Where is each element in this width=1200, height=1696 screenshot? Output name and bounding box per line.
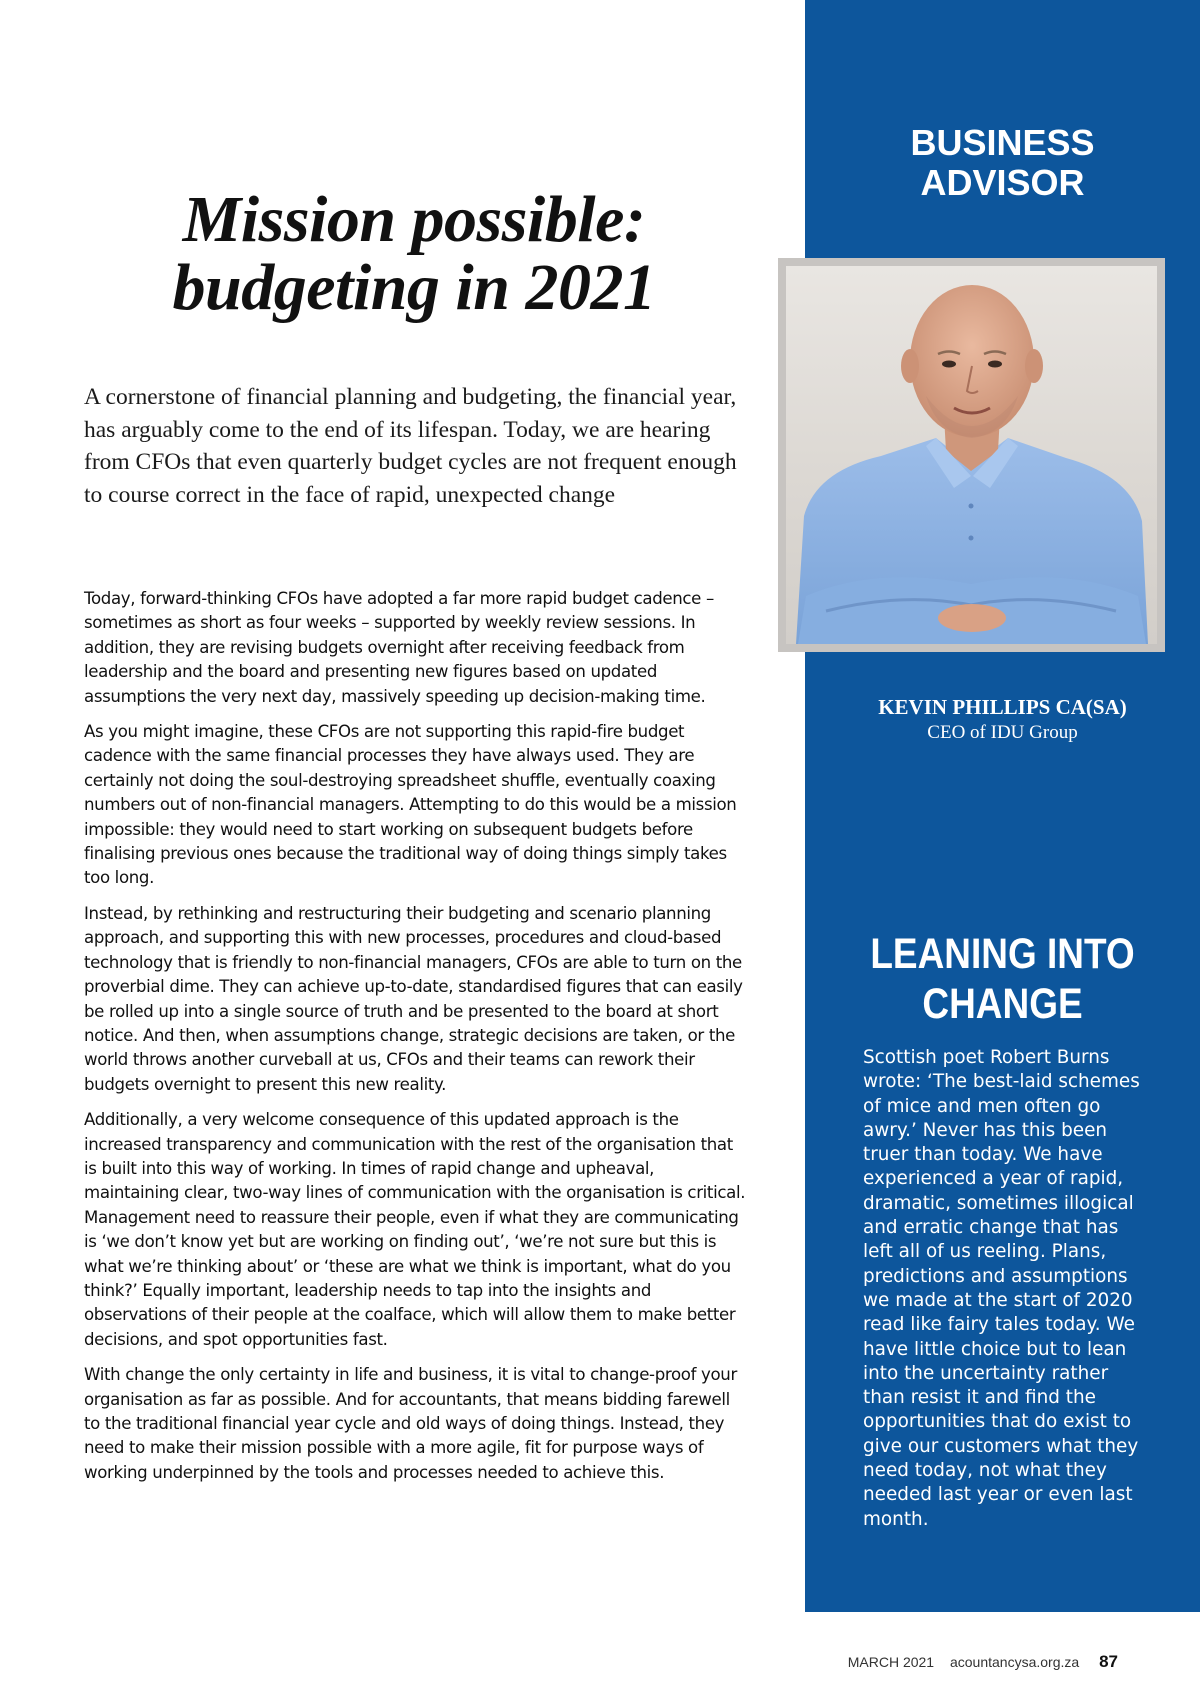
body-paragraph: Additionally, a very welcome consequence of this updated approach is the increased transparency and communication with the rest of the organisation that is built into this way of working. In times of rapid change and upheaval, maintaining clear, two-way lines of communication with the organisation is critical. Management need to reassure their people, even if what they are communicating is ‘we don’t know yet but are working on finding out’, ‘we’re not sure but this is what we’re thinking about’ or ‘these are what we think is important, what do you think?’ Equally important, leadership needs to tap into the insights and observations of their people at the coalface, which will allow them to make better decisions, and spot opportunities fast. (84, 1110, 746, 1349)
author-photo-frame (778, 258, 1165, 652)
article-body (84, 587, 750, 1496)
section-label-line2: ADVISOR (920, 162, 1085, 203)
section-label (805, 123, 1200, 203)
page-footer (836, 1652, 1118, 1672)
author-portrait-illustration (786, 266, 1157, 644)
sidebar-text: Scottish poet Robert Burns wrote: ‘The best-laid schemes of mice and men often go awry.’ Never has this been truer than today. We have experienced a year of rapid, dramatic, sometimes illogical and erratic change that has left all of us reeling. Plans, predictions and assumptions we made at the start of 2020 read like fairy tales today. We have little choice but to lean into the uncertainty rather than resist it and find the opportunities that do exist to give our customers what they need today, not what they needed last year or even last month. (863, 1047, 1140, 1530)
sidebar-heading-line2: CHANGE (922, 980, 1083, 1028)
article-intro: A cornerstone of financial planning and budgeting, the financial year, has arguably come to the end of its lifespan. Today, we are hearing from CFOs that even quarterly budget cycles are not frequent enough to course correct in the face of rapid, unexpected change (84, 384, 737, 508)
body-paragraph: Today, forward-thinking CFOs have adopted a far more rapid budget cadence – sometimes as short as four weeks – supported by weekly review sessions. In addition, they are revising budgets overnight after receiving feedback from leadership and the board and presenting new figures based on updated assumptions the very next day, massively speeding up decision-making time. (84, 589, 714, 706)
article-title (84, 183, 744, 324)
footer-issue: MARCH 2021 (847, 1654, 935, 1670)
author-name: KEVIN PHILLIPS CA(SA) (878, 695, 1127, 719)
body-paragraph: As you might imagine, these CFOs are not supporting this rapid-fire budget cadence with the same financial processes they have always used. They are certainly not doing the soul-destroying spreadsheet shuffle, eventually coaxing numbers out of non-financial managers. Attempting to do this would be a mission impossible: they would need to start working on subsequent budgets before finalising previous ones because the traditional way of doing things simply takes too long. (84, 722, 737, 888)
article-title-line2: budgeting in 2021 (172, 251, 656, 324)
section-label-line1: BUSINESS (910, 122, 1095, 163)
author-photo (786, 266, 1157, 644)
sidebar-heading (833, 929, 1173, 1029)
footer-website: acountancysa.org.za (949, 1654, 1080, 1670)
page-number: 87 (1099, 1652, 1118, 1671)
author-role: CEO of IDU Group (927, 722, 1078, 743)
sidebar-heading-line1: LEANING INTO (870, 930, 1135, 978)
body-paragraph: Instead, by rethinking and restructuring their budgeting and scenario planning approach, and supporting this with new processes, procedures and cloud-based technology that is friendly to non-financial managers, CFOs are able to turn on the proverbial dime. They can achieve up-to-date, standardised figures that can easily be rolled up into a single source of truth and be presented to the board at short notice. And then, when assumptions change, strategic decisions are taken, or the world throws another curveball at us, CFOs and their teams can rework their budgets overnight to present this new reality. (84, 903, 743, 1094)
article-title-line1: Mission possible: (182, 183, 646, 256)
body-paragraph: With change the only certainty in life and business, it is vital to change-proof your organisation as far as possible. And for accountants, that means bidding farewell to the traditional financial year cycle and old ways of doing things. Instead, they need to make their mission possible with a more agile, fit for purpose ways of working underpinned by the tools and processes needed to achieve this. (84, 1365, 737, 1482)
